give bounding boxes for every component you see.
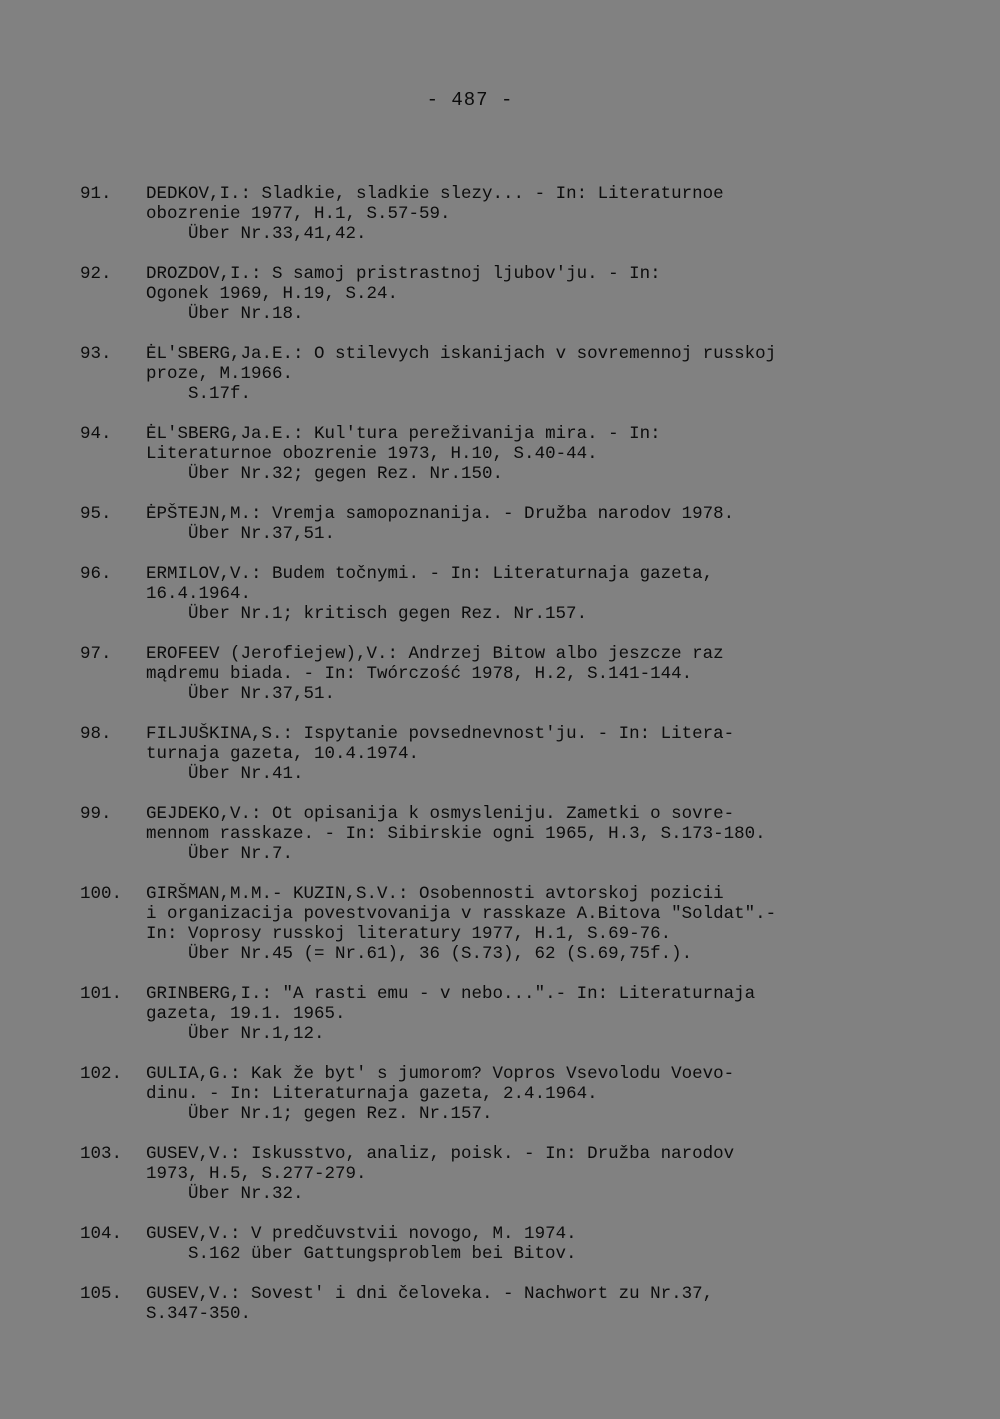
entry-note: Über Nr.7. (188, 844, 294, 864)
citation-line: Literaturnoe obozrenie 1973, H.10, S.40-44. (146, 444, 598, 464)
bibliography-entry (0, 264, 1000, 324)
citation-line: S.347-350. (146, 1304, 252, 1324)
entry-citation (146, 1224, 846, 1264)
bibliography-entry (0, 644, 1000, 704)
entry-citation (146, 644, 846, 704)
citation-line: Ogonek 1969, H.19, S.24. (146, 284, 399, 304)
bibliography-entry (0, 344, 1000, 404)
bibliography-entry (0, 804, 1000, 864)
bibliography-entry (0, 1284, 1000, 1324)
bibliography-entry (0, 1144, 1000, 1204)
citation-line: In: Voprosy russkoj literatury 1977, H.1, S.69-76. (146, 924, 672, 944)
entry-number: 96. (80, 564, 112, 584)
entry-note: Über Nr.41. (188, 764, 304, 784)
bibliography-entry (0, 504, 1000, 544)
bibliography-list (0, 184, 1000, 1344)
bibliography-entry (0, 984, 1000, 1044)
entry-number: 92. (80, 264, 112, 284)
entry-citation (146, 504, 846, 544)
bibliography-entry (0, 564, 1000, 624)
entry-citation (146, 1284, 846, 1324)
entry-note: Über Nr.33,41,42. (188, 224, 367, 244)
entry-number: 99. (80, 804, 112, 824)
citation-line: GRINBERG,I.: "A rasti emu - v nebo...".- In: Literaturnaja (146, 984, 756, 1004)
entry-number: 104. (80, 1224, 123, 1244)
entry-citation (146, 184, 846, 244)
citation-line: proze, M.1966. (146, 364, 294, 384)
entry-citation (146, 344, 846, 404)
entry-citation (146, 1144, 846, 1204)
citation-line: turnaja gazeta, 10.4.1974. (146, 744, 420, 764)
entry-note: S.162 über Gattungsproblem bei Bitov. (188, 1244, 577, 1264)
citation-line: ERMILOV,V.: Budem točnymi. - In: Literaturnaja gazeta, (146, 564, 714, 584)
entry-note: Über Nr.1,12. (188, 1024, 325, 1044)
citation-line: FILJUŠKINA,S.: Ispytanie povsednevnost'ju. - In: Litera- (146, 724, 735, 744)
citation-line: ĖPŠTEJN,M.: Vremja samopoznanija. - Družba narodov 1978. (146, 504, 735, 524)
citation-line: GIRŠMAN,M.M.- KUZIN,S.V.: Osobennosti avtorskoj pozicii (146, 884, 724, 904)
entry-note: Über Nr.45 (= Nr.61), 36 (S.73), 62 (S.69,75f.). (188, 944, 693, 964)
citation-line: ĖL'SBERG,Ja.E.: O stilevych iskanijach v sovremennoj russkoj (146, 344, 777, 364)
entry-number: 94. (80, 424, 112, 444)
citation-line: GUSEV,V.: Sovest' i dni čeloveka. - Nachwort zu Nr.37, (146, 1284, 714, 1304)
citation-line: 1973, H.5, S.277-279. (146, 1164, 367, 1184)
bibliography-entry (0, 184, 1000, 244)
entry-number: 95. (80, 504, 112, 524)
citation-line: GUSEV,V.: V predčuvstvii novogo, M. 1974. (146, 1224, 577, 1244)
entry-note: Über Nr.1; gegen Rez. Nr.157. (188, 1104, 493, 1124)
citation-line: i organizacija povestvovanija v rasskaze A.Bitova "Soldat".- (146, 904, 777, 924)
entry-number: 103. (80, 1144, 123, 1164)
entry-citation (146, 984, 846, 1044)
bibliography-entry (0, 424, 1000, 484)
entry-number: 105. (80, 1284, 123, 1304)
entry-note: Über Nr.1; kritisch gegen Rez. Nr.157. (188, 604, 588, 624)
citation-line: mennom rasskaze. - In: Sibirskie ogni 1965, H.3, S.173-180. (146, 824, 766, 844)
entry-citation (146, 564, 846, 624)
entry-note: S.17f. (188, 384, 252, 404)
citation-line: GUSEV,V.: Iskusstvo, analiz, poisk. - In: Družba narodov (146, 1144, 735, 1164)
citation-line: ĖL'SBERG,Ja.E.: Kul'tura pereživanija mira. - In: (146, 424, 661, 444)
citation-line: mądremu biada. - In: Twórczość 1978, H.2, S.141-144. (146, 664, 693, 684)
entry-citation (146, 1064, 846, 1124)
citation-line: dinu. - In: Literaturnaja gazeta, 2.4.1964. (146, 1084, 598, 1104)
entry-number: 93. (80, 344, 112, 364)
bibliography-entry (0, 724, 1000, 784)
citation-line: GULIA,G.: Kak že byt' s jumorom? Vopros Vsevolodu Voevo- (146, 1064, 735, 1084)
entry-citation (146, 884, 846, 964)
entry-note: Über Nr.32. (188, 1184, 304, 1204)
citation-line: obozrenie 1977, H.1, S.57-59. (146, 204, 451, 224)
entry-citation (146, 424, 846, 484)
citation-line: EROFEEV (Jerofiejew),V.: Andrzej Bitow albo jeszcze raz (146, 644, 724, 664)
citation-line: 16.4.1964. (146, 584, 252, 604)
entry-citation (146, 804, 846, 864)
citation-line: DROZDOV,I.: S samoj pristrastnoj ljubov'ju. - In: (146, 264, 661, 284)
entry-number: 101. (80, 984, 123, 1004)
citation-line: gazeta, 19.1. 1965. (146, 1004, 346, 1024)
entry-note: Über Nr.37,51. (188, 524, 336, 544)
entry-citation (146, 264, 846, 324)
citation-line: DEDKOV,I.: Sladkie, sladkie slezy... - In: Literaturnoe (146, 184, 724, 204)
citation-line: GEJDEKO,V.: Ot opisanija k osmysleniju. Zametki o sovre- (146, 804, 735, 824)
entry-note: Über Nr.37,51. (188, 684, 336, 704)
page-number: - 487 - (426, 89, 514, 111)
bibliography-entry (0, 884, 1000, 964)
entry-number: 97. (80, 644, 112, 664)
bibliography-entry (0, 1064, 1000, 1124)
entry-number: 100. (80, 884, 123, 904)
entry-number: 91. (80, 184, 112, 204)
entry-note: Über Nr.18. (188, 304, 304, 324)
entry-citation (146, 724, 846, 784)
entry-note: Über Nr.32; gegen Rez. Nr.150. (188, 464, 504, 484)
entry-number: 98. (80, 724, 112, 744)
entry-number: 102. (80, 1064, 123, 1084)
bibliography-entry (0, 1224, 1000, 1264)
